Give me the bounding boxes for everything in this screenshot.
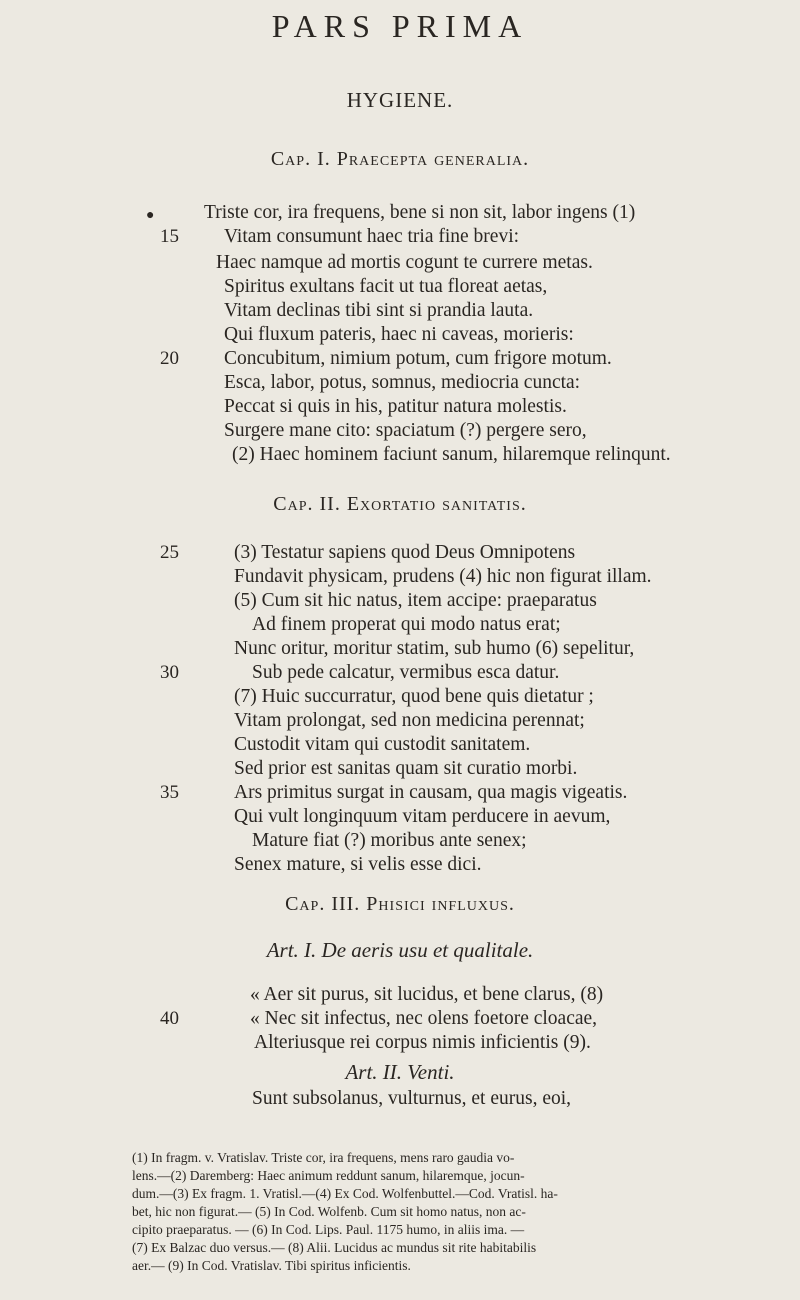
footnote-line: dum.—(3) Ex fragm. 1. Vratisl.—(4) Ex Cod. Wolfenbuttel.—Cod. Vratisl. ha- <box>132 1186 558 1201</box>
verse-line: Vitam declinas tibi sint si prandia lauta. <box>224 300 534 321</box>
verse-line: Ad finem properat qui modo natus erat; <box>252 614 561 635</box>
chapter-3-title: Cap. III. Phisici influxus. <box>285 893 515 915</box>
verse-line: Qui fluxum pateris, haec ni caveas, morieris: <box>224 324 574 345</box>
verse-line: Alteriusque rei corpus nimis inficientis (9). <box>254 1032 591 1053</box>
verse-line: Sed prior est sanitas quam sit curatio morbi. <box>234 758 578 779</box>
footnote-line: aer.— (9) In Cod. Vratislav. Tibi spiritus inficientis. <box>132 1258 411 1273</box>
margin-bullet: ● <box>146 208 155 223</box>
line-number: 20 <box>160 348 179 369</box>
verse-line: (7) Huic succurratur, quod bene quis dietatur ; <box>234 686 594 707</box>
verse-line: Haec namque ad mortis cogunt te currere metas. <box>216 252 593 273</box>
verse-line: « Nec sit infectus, nec olens foetore cloacae, <box>250 1008 598 1029</box>
chapter-1-title: Cap. I. Praecepta generalia. <box>270 148 530 170</box>
verse-line: (3) Testatur sapiens quod Deus Omnipotens <box>234 542 576 563</box>
footnote-line: lens.—(2) Daremberg: Haec animum reddunt sanum, hilaremque, jocun- <box>132 1168 525 1183</box>
article-2-title: Art. II. Venti. <box>345 1060 455 1084</box>
verse-line: Sunt subsolanus, vulturnus, et eurus, eoi, <box>252 1088 572 1109</box>
section-title: HYGIENE. <box>346 88 454 112</box>
footnote-line: cipito praeparatus. — (6) In Cod. Lips. Paul. 1175 humo, in aliis ima. — <box>132 1222 525 1237</box>
line-number: 25 <box>160 542 179 563</box>
part-title: PARS PRIMA <box>271 8 529 44</box>
verse-line: Concubitum, nimium potum, cum frigore motum. <box>224 348 612 369</box>
verse-line: Vitam consumunt haec tria fine brevi: <box>224 226 520 247</box>
verse-line: (5) Cum sit hic natus, item accipe: praeparatus <box>234 590 597 611</box>
verse-line: Qui vult longinquum vitam perducere in aevum, <box>234 806 611 827</box>
verse-line: « Aer sit purus, sit lucidus, et bene clarus, (8) <box>250 984 604 1005</box>
verse-line: Ars primitus surgat in causam, qua magis vigeatis. <box>234 782 628 803</box>
verse-line: Triste cor, ira frequens, bene si non sit, labor ingens (1) <box>204 202 636 223</box>
verse-line: Peccat si quis in his, patitur natura molestis. <box>224 396 567 417</box>
verse-line: Nunc oritur, moritur statim, sub humo (6) sepelitur, <box>234 638 635 659</box>
verse-line: Custodit vitam qui custodit sanitatem. <box>234 734 531 755</box>
line-number: 30 <box>160 662 179 683</box>
verse-line: Vitam prolongat, sed non medicina perennat; <box>234 710 585 731</box>
line-number: 15 <box>160 226 179 247</box>
verse-line: (2) Haec hominem faciunt sanum, hilaremque relinqunt. <box>232 444 671 465</box>
verse-line: Sub pede calcatur, vermibus esca datur. <box>252 662 560 683</box>
line-number: 35 <box>160 782 179 803</box>
verse-line: Esca, labor, potus, somnus, mediocria cuncta: <box>224 372 581 393</box>
verse-line: Mature fiat (?) moribus ante senex; <box>252 830 527 851</box>
article-1-title: Art. I. De aeris usu et qualitale. <box>266 938 534 962</box>
verse-line: Surgere mane cito: spaciatum (?) pergere sero, <box>224 420 587 441</box>
footnote-line: (1) In fragm. v. Vratislav. Triste cor, ira frequens, mens raro gaudia vo- <box>132 1150 515 1165</box>
line-number: 40 <box>160 1008 179 1029</box>
verse-line: Fundavit physicam, prudens (4) hic non figurat illam. <box>234 566 652 587</box>
footnote-line: (7) Ex Balzac duo versus.— (8) Alii. Lucidus ac mundus sit rite habitabilis <box>132 1240 537 1255</box>
footnote-line: bet, hic non figurat.— (5) In Cod. Wolfenb. Cum sit homo natus, non ac- <box>132 1204 526 1219</box>
chapter-2-title: Cap. II. Exortatio sanitatis. <box>273 493 527 515</box>
verse-line: Spiritus exultans facit ut tua floreat aetas, <box>224 276 548 297</box>
verse-line: Senex mature, si velis esse dici. <box>234 854 482 875</box>
